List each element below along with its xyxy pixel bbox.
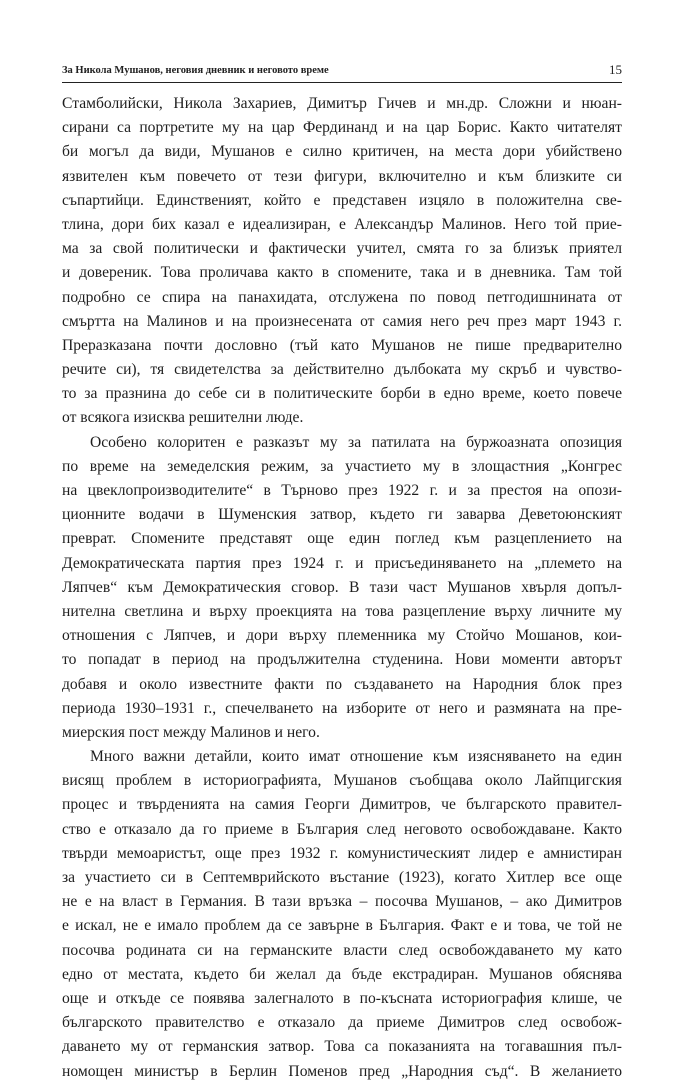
text-line: отношения с Ляпчев, и дори върху племенника му Стойчо Мошанов, кои- xyxy=(62,627,622,645)
body-text xyxy=(62,92,622,1084)
text-line: и довереник. Това проличава както в спомените, така и в дневника. Там той xyxy=(62,264,622,282)
text-line: от всякога изисква решителни люде. xyxy=(62,409,304,427)
text-line: нителна светлина и върху проекцията на това разцепление върху личните му xyxy=(62,602,622,620)
text-line: смъртта на Малинов и на произнесената от самия него реч през март 1943 г. xyxy=(62,312,622,330)
text-line: висящ проблем в историографията, Мушанов съобщава около Лайпцигския xyxy=(62,772,622,790)
text-line: то попадат в период на продължителна студенина. Нови моменти авторът xyxy=(62,651,622,669)
text-line: твърди мемоаристът, още през 1932 г. комунистическият лидер е амнистиран xyxy=(62,844,622,862)
text-line: Ляпчев“ към Демократическия сговор. В тази част Мушанов хвърля допъл- xyxy=(62,578,622,596)
running-header-title: За Никола Мушанов, неговия дневник и неговото време xyxy=(62,65,329,76)
text-line: даването му от германския затвор. Това са показанията на тогавашния пъл- xyxy=(62,1038,622,1056)
text-line: миерския пост между Малинов и него. xyxy=(62,723,320,741)
paragraph xyxy=(62,745,622,1084)
text-line: на цвеклопроизводителите“ в Търново през 1922 г. и за престоя на опози- xyxy=(62,482,622,499)
text-line: подробно се спира на панахидата, отслужена по повод петгодишнината от xyxy=(62,288,622,306)
text-line: язвителен към повечето от тези фигури, включително и към близките си xyxy=(62,167,622,185)
text-line: Преразказана почти дословно (тъй като Мушанов не пише предварително xyxy=(62,336,622,354)
text-line: то за празнина до себе си в политическите борби в едно време, което повече xyxy=(62,385,622,403)
text-line: номощен министър в Берлин Поменов пред „Народния съд“. В желанието xyxy=(62,1062,622,1080)
text-line: едно от местата, където би желал да бъде екстрадиран. Мушанов обяснява xyxy=(62,965,622,983)
text-line: по време на земеделския режим, за участието му в злощастния „Конгрес xyxy=(62,457,622,475)
text-line: Демократическата партия през 1924 г. и присъединяването на „племето на xyxy=(62,554,622,572)
text-line: процес и твърденията на самия Георги Димитров, че българското правител- xyxy=(62,796,622,814)
text-line: сирани са портретите му на цар Фердинанд и на цар Борис. Както читателят xyxy=(62,119,622,137)
text-line: ционните водачи в Шуменския затвор, където ги заварва Деветоюнският xyxy=(62,506,622,524)
text-line: българското правителство е отказало да приеме Димитров след освобож- xyxy=(62,1014,622,1032)
page-number: 15 xyxy=(609,62,622,77)
text-line: Много важни детайли, които имат отношение към изясняването на един xyxy=(90,748,622,766)
text-line: е искал, не е имало проблем да се завърне в България. Факт е и това, че той не xyxy=(62,917,622,935)
text-line: преврат. Спомените представят още един поглед към разцеплението на xyxy=(62,530,622,548)
text-line: за участието си в Септемврийското въстание (1923), когато Хитлер все още xyxy=(62,869,622,886)
text-line: речите си), тя свидетелства за действително дълбоката му скръб и чувство- xyxy=(62,361,622,379)
text-line: още и откъде се появява залегналото в по-късната историография клише, че xyxy=(62,989,622,1007)
paragraph xyxy=(62,431,622,745)
text-line: ство е отказало да го приеме в България след неговото освобождаване. Както xyxy=(62,820,622,838)
text-line: добавя и около известните факти по създаването на Народния блок през xyxy=(62,675,622,693)
text-line: Особено колоритен е разказът му за патилата на буржоазната опозиция xyxy=(90,433,622,451)
text-line: тлина, дори бих казал е идеализиран, е Александър Малинов. Него той прие- xyxy=(62,215,622,233)
text-line: съпартийци. Единственият, който е представен изцяло в положителна све- xyxy=(62,191,622,209)
text-line: не е на власт в Германия. В тази връзка – посочва Мушанов, – ако Димитров xyxy=(62,893,622,911)
text-line: Стамболийски, Никола Захариев, Димитър Гичев и мн.др. Сложни и нюан- xyxy=(62,95,622,112)
paragraph xyxy=(62,92,622,431)
text-line: посочва родината си на германските власти след освобождаването му като xyxy=(62,941,622,959)
text-line: ма за свой политически и фактически учител, смята го за близък приятел xyxy=(62,240,622,258)
text-line: периода 1930–1931 г., спечелването на изборите от него и размяната на пре- xyxy=(62,699,622,717)
running-header xyxy=(62,64,622,83)
text-line: би могъл да види, Мушанов е силно критичен, на места дори убийствено xyxy=(62,143,622,161)
